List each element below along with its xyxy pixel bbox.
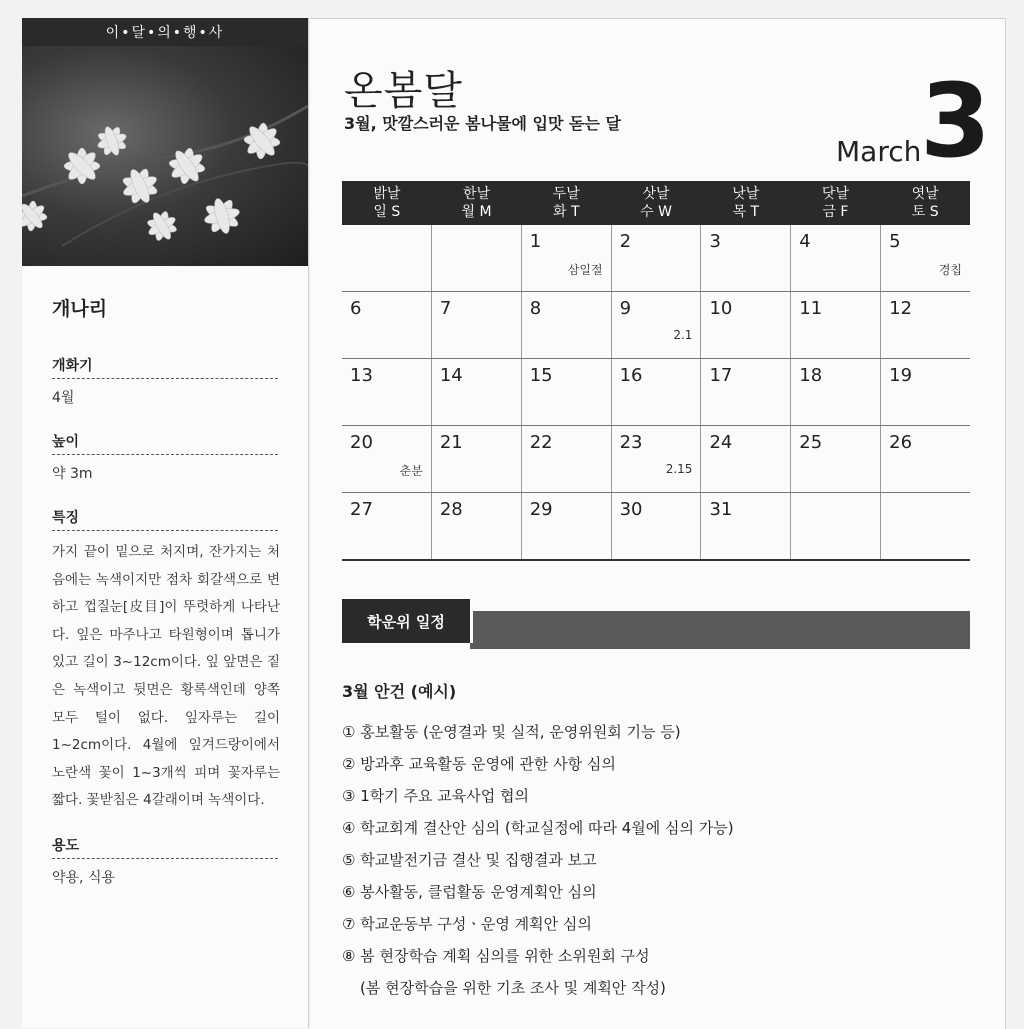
day-number: 5: [889, 231, 901, 252]
agenda-item: ⑤ 학교발전기금 결산 및 집행결과 보고: [342, 851, 597, 869]
calendar-day-cell: [612, 426, 702, 492]
day-number: 24: [709, 432, 733, 453]
day-number: 8: [529, 298, 542, 319]
month-number: 3: [920, 62, 991, 181]
bloom-period-value: 4월: [52, 390, 75, 406]
agenda-sub-item: (봄 현장학습을 위한 기초 조사 및 계획안 작성): [360, 979, 666, 997]
agenda-item: ① 홍보활동 (운영결과 및 실적, 운영위원회 기능 등): [342, 723, 681, 741]
day-number: 11: [799, 298, 823, 319]
weekday-short: 화 T: [553, 204, 580, 220]
day-number: 18: [799, 365, 823, 386]
weekday-native: 두날: [552, 186, 580, 202]
calendar-day-cell: [522, 493, 612, 559]
calendar-day-cell: [791, 292, 881, 358]
weekday-short: 목 T: [732, 204, 759, 220]
day-number: 15: [529, 365, 553, 386]
section-header: 이•달•의•행•사: [22, 18, 308, 46]
weekday-header: [611, 181, 701, 225]
section-bar-strip: [470, 611, 970, 649]
calendar-day-cell: [522, 359, 612, 425]
day-number: 29: [529, 499, 553, 520]
weekday-native: 밝날: [373, 186, 401, 202]
day-number: 22: [529, 432, 553, 453]
weekday-header: [701, 181, 791, 225]
calendar-day-cell: [881, 359, 970, 425]
calendar-grid: [342, 225, 970, 561]
weekday-native: 삿날: [642, 186, 670, 202]
day-number: 16: [619, 365, 643, 386]
calendar-day-cell: [432, 292, 522, 358]
day-number: 23: [619, 432, 643, 453]
calendar-day-cell: [522, 292, 612, 358]
left-column: [22, 18, 309, 1028]
weekday-header: [342, 181, 432, 225]
day-number: 4: [799, 231, 811, 252]
weekday-native: 한날: [463, 186, 491, 202]
day-note: 경칩: [938, 263, 963, 277]
calendar-day-cell: [881, 493, 970, 559]
day-number: 31: [709, 499, 733, 520]
plant-info: [22, 266, 308, 887]
weekday-header: [432, 181, 522, 225]
calendar-day-cell: [881, 426, 970, 492]
height-label: 높이: [52, 431, 278, 455]
month-english: March: [836, 135, 922, 168]
calendar-day-cell: [701, 493, 791, 559]
day-number: 9: [619, 298, 632, 319]
flower-illustration: [22, 46, 308, 266]
day-number: 17: [709, 365, 733, 386]
bloom-period-label: 개화기: [52, 355, 278, 379]
day-number: 2: [619, 231, 632, 252]
weekday-short: 월 M: [461, 204, 492, 220]
calendar-day-cell: [612, 493, 702, 559]
day-number: 13: [350, 365, 373, 386]
calendar-week: [342, 292, 970, 359]
day-number: 3: [709, 231, 721, 252]
agenda-item: ⑧ 봄 현장학습 계획 심의를 위한 소위원회 구성: [342, 947, 650, 965]
calendar-day-cell: [342, 225, 432, 291]
day-number: 1: [529, 231, 542, 252]
height-value: 약 3m: [52, 466, 93, 482]
calendar-week: [342, 426, 970, 493]
calendar-day-cell: [432, 493, 522, 559]
calendar-day-cell: [342, 359, 432, 425]
weekday-header: [880, 181, 970, 225]
day-number: 6: [350, 298, 362, 319]
usage-value: 약용, 식용: [52, 869, 115, 886]
calendar-day-cell: [522, 426, 612, 492]
features-description: 가지 끝이 밑으로 처지며, 잔가지는 처음에는 녹색이지만 점차 회갈색으로 변하고 껍질눈[皮目]이 뚜렷하게 나타난다. 잎은 마주나고 타원형이며 톱니가 있고 길이 3~12cm이다. 잎 앞면은 짙은 녹색이고 뒷면은 황록색인데 양쪽 모두 털이 없다. 잎자루는 길이 1~2cm이다. 4월에 잎겨드랑이에서 노란색 꽃이 1~3개씩 피며 꽃자루는 짧다. 꽃받침은 4갈래이며 녹색이다.: [52, 544, 280, 809]
day-note: 2.1: [673, 328, 693, 342]
calendar-day-cell: [701, 225, 791, 291]
weekday-native: 낫날: [732, 186, 760, 202]
calendar-day-cell: [881, 225, 970, 291]
calendar-day-cell: [701, 426, 791, 492]
agenda-item: ⑦ 학교운동부 구성ㆍ운영 계획안 심의: [342, 915, 592, 933]
weekday-short: 수 W: [640, 204, 672, 220]
calendar-week: [342, 493, 970, 561]
calendar-day-cell: [612, 292, 702, 358]
month-title: 온봄달: [344, 68, 463, 114]
features-label: 특징: [52, 507, 278, 531]
month-subtitle: 3월, 맛깔스러운 봄나물에 입맛 돋는 달: [344, 114, 621, 133]
calendar-day-cell: [432, 225, 522, 291]
calendar-day-cell: [791, 493, 881, 559]
day-number: 21: [439, 432, 463, 453]
weekday-short: 일 S: [373, 204, 401, 220]
plant-name: 개나리: [52, 298, 108, 320]
calendar-week: [342, 359, 970, 426]
calendar: [342, 181, 970, 561]
day-number: 28: [439, 499, 463, 520]
calendar-day-cell: [612, 359, 702, 425]
agenda-item: ⑥ 봉사활동, 클럽활동 운영계획안 심의: [342, 883, 597, 901]
right-column: [310, 18, 1006, 1029]
day-number: 25: [799, 432, 823, 453]
day-number: 20: [350, 432, 373, 453]
calendar-day-cell: [342, 292, 432, 358]
agenda-list: [342, 716, 982, 1004]
calendar-day-cell: [432, 426, 522, 492]
calendar-day-cell: [791, 225, 881, 291]
calendar-day-cell: [432, 359, 522, 425]
day-number: 26: [889, 432, 913, 453]
calendar-week: [342, 225, 970, 292]
day-note: 2.15: [665, 462, 693, 476]
committee-section-label: 학운위 일정: [342, 599, 473, 643]
calendar-header: [342, 181, 970, 225]
weekday-native: 닷날: [821, 186, 849, 202]
committee-section-bar: [342, 611, 970, 649]
day-number: 12: [889, 298, 913, 319]
calendar-day-cell: [522, 225, 612, 291]
calendar-day-cell: [791, 426, 881, 492]
agenda-title: 3월 안건 (예시): [342, 682, 457, 701]
calendar-day-cell: [342, 426, 432, 492]
usage-label: 용도: [52, 835, 278, 859]
day-number: 27: [350, 499, 373, 520]
calendar-day-cell: [791, 359, 881, 425]
weekday-header: [521, 181, 611, 225]
calendar-day-cell: [881, 292, 970, 358]
agenda-item: ② 방과후 교육활동 운영에 관한 사항 심의: [342, 755, 616, 773]
day-number: 30: [619, 499, 643, 520]
weekday-native: 엿날: [911, 186, 939, 202]
day-number: 14: [439, 365, 463, 386]
calendar-day-cell: [701, 292, 791, 358]
day-number: 10: [709, 298, 733, 319]
forsythia-photo: [22, 46, 308, 266]
day-note: 삼일절: [567, 263, 603, 277]
weekday-short: 금 F: [822, 204, 849, 220]
weekday-short: 토 S: [911, 204, 939, 220]
calendar-day-cell: [612, 225, 702, 291]
day-number: 7: [439, 298, 452, 319]
calendar-day-cell: [342, 493, 432, 559]
calendar-day-cell: [701, 359, 791, 425]
agenda-item: ④ 학교회계 결산안 심의 (학교실정에 따라 4월에 심의 가능): [342, 819, 734, 837]
agenda-item: ③ 1학기 주요 교육사업 협의: [342, 787, 529, 805]
day-note: 춘분: [399, 464, 423, 478]
weekday-header: [791, 181, 881, 225]
day-number: 19: [889, 365, 913, 386]
